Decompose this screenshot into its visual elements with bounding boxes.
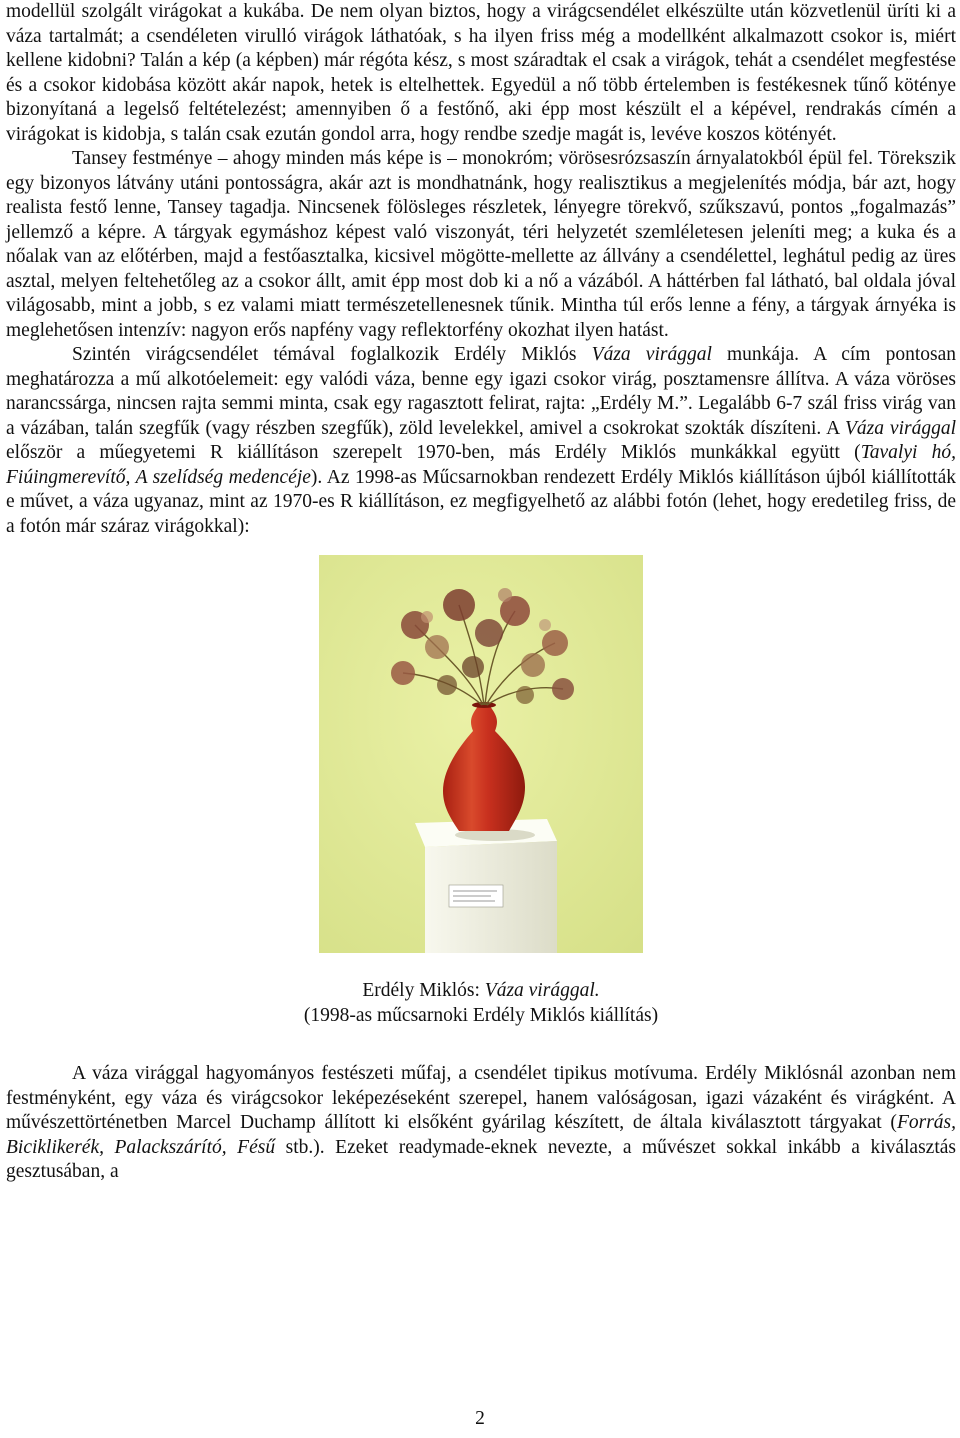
final-text-1: A váza virággal hagyományos festészeti műfaj, a csendélet tipikus motívuma. Erdély Miklósnál azonban nem festményként, egy váza és virágcsokor leképezéseként szerepel, hanem valóságosan, igazi vázaként és virágként. A művészettörténetben Marcel Duchamp állított ki elsőként gyárilag készített, de általa kiválasztott tárgyakat ( <box>6 1063 956 1133</box>
vase-photo <box>319 555 643 953</box>
paragraph-final <box>6 1062 956 1185</box>
caption-author: Erdély Miklós: <box>362 980 485 1001</box>
paragraph-tansey <box>6 147 956 343</box>
erdely-text-2: munkája. A cím pontosan meghatározza a mű alkotóelemeit: egy valódi váza, benne egy igazi csokor virág, posztamensre állítva. A váza vöröses narancssárga, nincsen rajta semmi minta, csak egy ragasztott felirat, rajta: „Erdély M.”. Legalább 6-7 szál friss virág van a vázában, talán szegfűk (vagy részben szegfűk), zöld levelekkel, amivel a csokrokat szokták díszíteni. A <box>6 344 956 439</box>
duchamp-works: Forrás, Biciklikerék, Palackszárító, Fésű <box>6 1112 956 1158</box>
caption-line-1 <box>6 979 956 1004</box>
figure-caption <box>6 979 956 1028</box>
erdely-text-1: Szintén virágcsendélet témával foglalkozik Erdély Miklós <box>72 344 592 365</box>
caption-title: Váza virággal. <box>484 980 600 1001</box>
paragraph-top <box>6 0 956 147</box>
erdely-work-title-2: Váza virággal <box>845 417 956 439</box>
erdely-text-4: ). Az 1998-as Műcsarnokban rendezett Erdély Miklós kiállításon újból kiállították e művet, a váza ugyanaz, mint az 1970-es R kiállításon, ez megfigyelhető az alábbi fotón (lehet, hogy eredetileg friss, de a fotón már száraz virágokkal): <box>6 466 957 537</box>
erdely-text-3: először a műegyetemi R kiállításon szerepelt 1970-ben, más Erdély Miklós munkákkal együtt ( <box>6 442 861 463</box>
page-number: 2 <box>475 1408 485 1429</box>
erdely-work-title-1: Váza virággal <box>591 344 712 365</box>
paragraph-erdely <box>6 343 956 539</box>
paragraph-top-text: modellül szolgált virágokat a kukába. De nem olyan biztos, hogy a virágcsendélet elkészülte után közvetlenül üríti ki a váza tartalmát; a csendéleten virulló virágok láthatóak, s ha ilyen friss még a modellként alkalmazott csokor is, miért kellene kidobni? Talán a kép (a képben) már régóta kész, s most száradtak el csak a virágok, tehát a csendélet megfestése és a csokor kidobása között akár napok, hetek is eltelhettek. Egyedül a nő több értelemben is festékesnek tűnő kötényе bizonyítaná a legelső feltételezést; amennyiben ő a festőnő, aki épp most készült el a képével, rendrakás címén a virágokat is kidobja, s talán csak ezután gondol arra, hogy rendbe szedje magát is, levéve koszos kötényét. <box>6 1 956 145</box>
erdely-work-titles-3: Tavalyi hó, Fiúingmerevítő, A szelídség medencéje <box>6 442 956 488</box>
caption-line-2: (1998-as műcsarnoki Erdély Miklós kiállítás) <box>303 1004 659 1026</box>
vase-photo-illustration <box>319 555 643 953</box>
paragraph-tansey-text: Tansey festménye – ahogy minden más képe is – monokróm; vörösesrózsaszín árnyalatokból épül fel. Törekszik egy bizonyos látvány utáni pontosságra, akár azt is mondhatnánk, hogy realisztikus a megjelenítés módja, bár azt, hogy realista festő lenne, Tansey tagadja. Nincsenek fölösleges részletek, lényegre törekvő, szűkszavú, pontos „fogalmazás” jellemző a képre. A tárgyak egymáshoz képest való viszonyát, téri helyzetét szemléletesen jeleníti meg; a kuka és a nőalak van az előtérben, majd a festőasztalka, kicsivel mögötte-mellette az állvány a csendélettel, leghátul pedig az üres asztal, melyen feltehetőleg az a csokor állt, amit épp most dob ki a nő a vázából. A háttérben fal látható, bal oldala jóval világosabb, mint a jobb, s ez valami miatt természetellenesnek tűnik. Mintha túl erős lenne a fény, a tárgyak árnyéka is meglehetősen intenzív: nagyon erős napfény vagy reflektorfény okozhat ilyen hatást. <box>6 148 956 341</box>
final-text-2: stb.). Ezeket readymade-eknek nevezte, a művészet sokkal inkább a kiválasztás gesztusában, a <box>6 1136 956 1182</box>
